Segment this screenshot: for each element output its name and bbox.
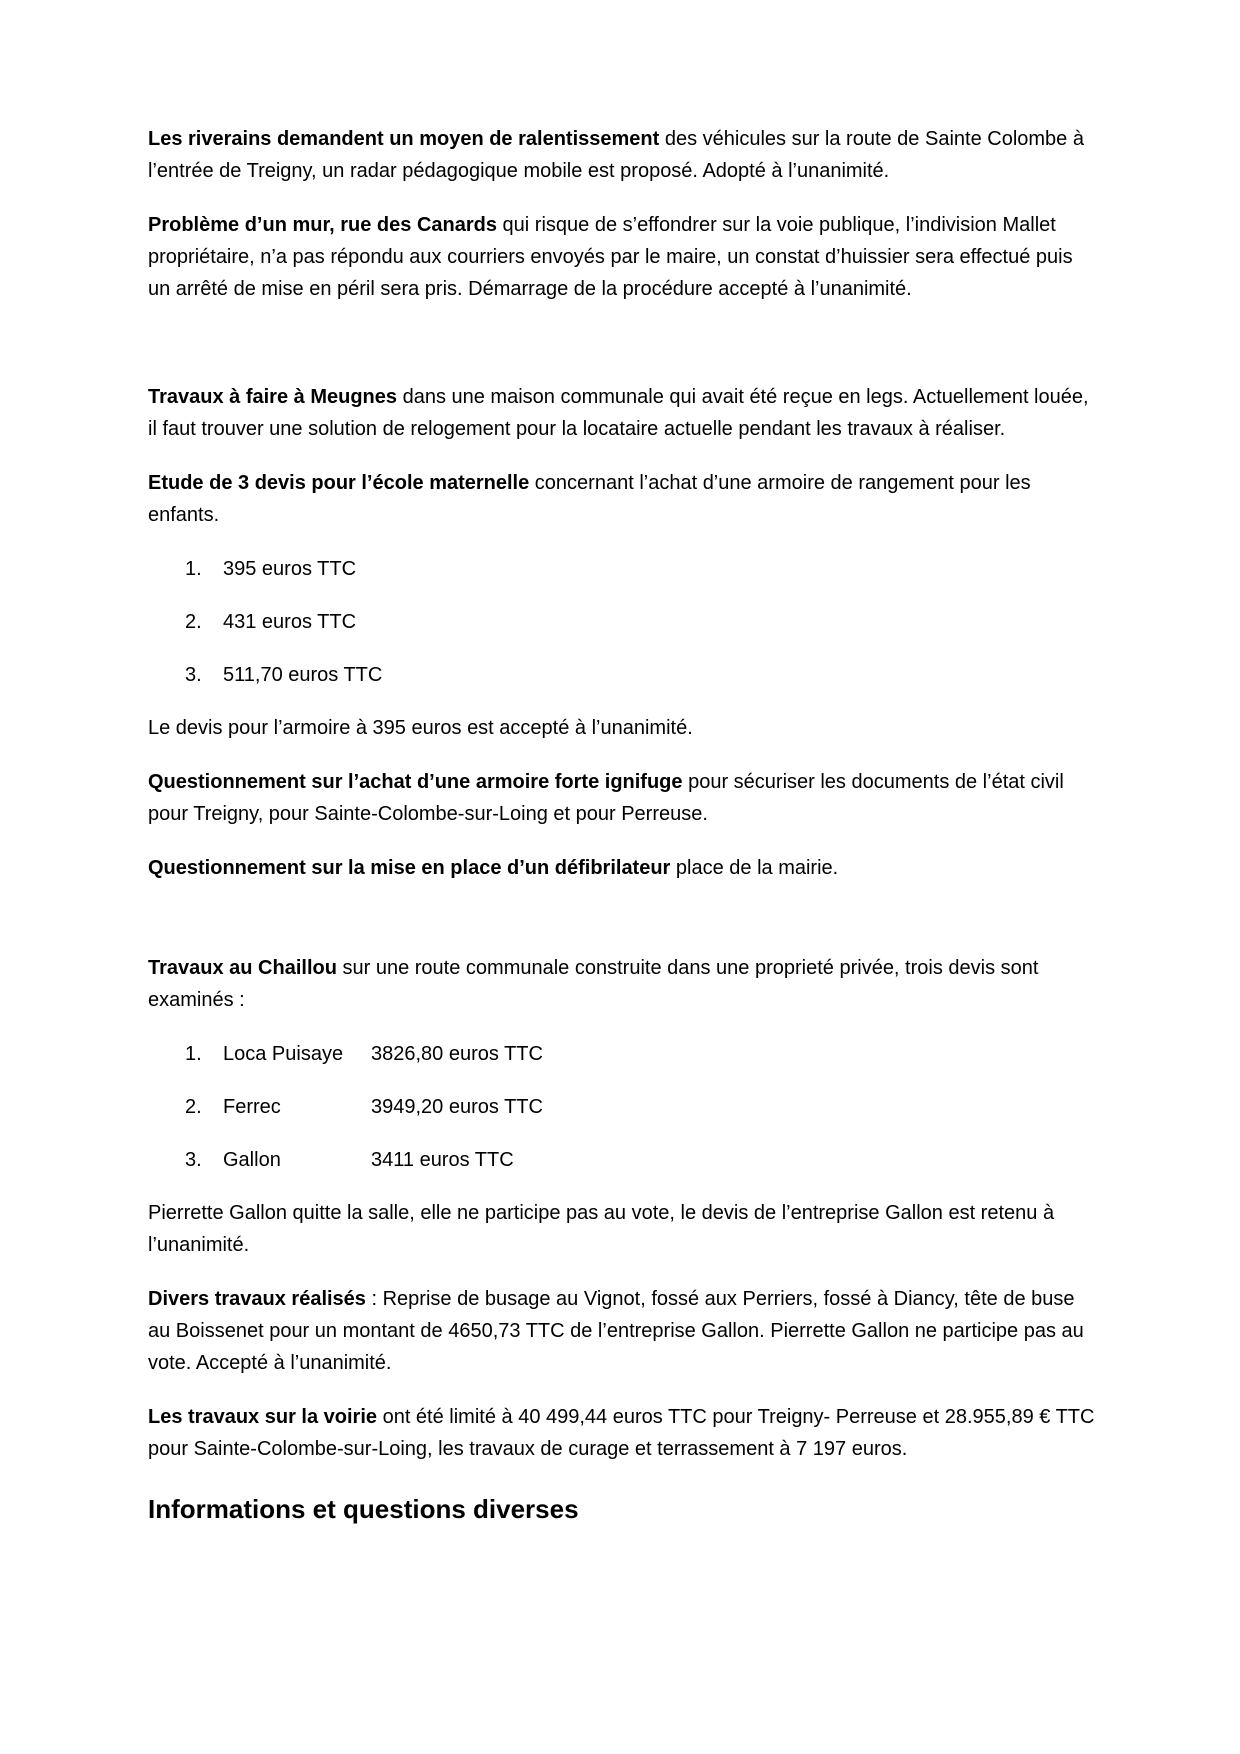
list-text: 395 euros TTC xyxy=(223,558,357,580)
paragraph-text: pour sécuriser les documents de l’état civil pour Treigny, pour Sainte-Colombe-sur-Loing et pour Perreuse. xyxy=(148,771,1064,825)
paragraph-text: : Reprise de busage au Vignot, fossé aux Perriers, fossé à Diancy, tête de buse au Boissenet pour un montant de 4650,73 TTC de l’entreprise Gallon. Pierrette Gallon ne participe pas au vote. Accepté à l’unanimité. xyxy=(148,1288,1084,1374)
paragraph-text: sur une route communale construite dans une proprieté privée, trois devis sont examinés : xyxy=(148,957,1039,1011)
paragraph-bold-lead: Divers travaux réalisés xyxy=(148,1288,366,1310)
list-company: Loca Puisaye xyxy=(223,1043,344,1065)
paragraph-text: dans une maison communale qui avait été reçue en legs. Actuellement louée, il faut trouver une solution de relogement pour la locataire actuelle pendant les travaux à réaliser. xyxy=(148,386,1089,440)
devis-list-ecole xyxy=(148,553,1098,691)
paragraph-bold-lead: Etude de 3 devis pour l’école maternelle xyxy=(148,472,530,494)
paragraph-travaux-meugnes xyxy=(148,381,1098,445)
list-number: 1. xyxy=(185,558,202,580)
list-text: 511,70 euros TTC xyxy=(223,664,383,686)
paragraph-armoire-forte xyxy=(148,766,1098,830)
paragraph-mur-canards xyxy=(148,209,1098,305)
paragraph-bold-lead: Questionnement sur l’achat d’une armoire forte ignifuge xyxy=(148,771,683,793)
paragraph-defibrilateur xyxy=(148,852,1098,884)
list-amount: 3949,20 euros TTC xyxy=(371,1096,543,1118)
list-number: 2. xyxy=(185,1096,202,1118)
list-text: 431 euros TTC xyxy=(223,611,357,633)
list-amount: 3826,80 euros TTC xyxy=(371,1043,543,1065)
spacer xyxy=(148,906,1098,952)
list-item xyxy=(148,1038,1098,1070)
list-item xyxy=(148,1091,1098,1123)
paragraph-bold-lead: Les riverains demandent un moyen de ralentissement xyxy=(148,128,660,150)
paragraph-text: des véhicules sur la route de Sainte Colombe à l’entrée de Treigny, un radar pédagogique mobile est proposé. Adopté à l’unanimité. xyxy=(148,128,1084,182)
list-company: Gallon xyxy=(223,1149,281,1171)
paragraph-text: qui risque de s’effondrer sur la voie publique, l’indivision Mallet propriétaire, n’a pas répondu aux courriers envoyés par le maire, un constat d’huissier sera effectué puis un arrêté de mise en péril sera pris. Démarrage de la procédure accepté à l’unanimité. xyxy=(148,214,1073,300)
document-page xyxy=(148,123,1098,1527)
list-number: 1. xyxy=(185,1043,202,1065)
paragraph-riverains xyxy=(148,123,1098,187)
list-number: 2. xyxy=(185,611,202,633)
paragraph-text: ont été limité à 40 499,44 euros TTC pour Treigny- Perreuse et 28.955,89 € TTC pour Sainte-Colombe-sur-Loing, les travaux de curage et terrassement à 7 197 euros. xyxy=(148,1406,1095,1460)
list-number: 3. xyxy=(185,1149,202,1171)
paragraph-travaux-voirie xyxy=(148,1401,1098,1465)
paragraph-gallon-vote xyxy=(148,1197,1098,1261)
list-number: 3. xyxy=(185,664,202,686)
spacer xyxy=(148,327,1098,381)
paragraph-text: Pierrette Gallon quitte la salle, elle ne participe pas au vote, le devis de l’entreprise Gallon est retenu à l’unanimité. xyxy=(148,1202,1055,1256)
paragraph-devis-accepte xyxy=(148,712,1098,744)
section-heading: Informations et questions diverses xyxy=(148,1494,579,1524)
list-item xyxy=(148,1144,1098,1176)
devis-list-chaillou xyxy=(148,1038,1098,1176)
paragraph-bold-lead: Travaux au Chaillou xyxy=(148,957,337,979)
paragraph-bold-lead: Travaux à faire à Meugnes xyxy=(148,386,398,408)
list-item xyxy=(148,553,1098,585)
paragraph-text: concernant l’achat d’une armoire de rangement pour les enfants. xyxy=(148,472,1031,526)
list-amount: 3411 euros TTC xyxy=(371,1149,514,1171)
list-item xyxy=(148,659,1098,691)
paragraph-text: Le devis pour l’armoire à 395 euros est accepté à l’unanimité. xyxy=(148,717,693,739)
paragraph-travaux-chaillou xyxy=(148,952,1098,1016)
paragraph-bold-lead: Les travaux sur la voirie xyxy=(148,1406,378,1428)
paragraph-bold-lead: Problème d’un mur, rue des Canards xyxy=(148,214,497,236)
paragraph-text: place de la mairie. xyxy=(670,857,839,879)
paragraph-bold-lead: Questionnement sur la mise en place d’un défibrilateur xyxy=(148,857,671,879)
list-company: Ferrec xyxy=(223,1096,281,1118)
paragraph-devis-ecole xyxy=(148,467,1098,531)
paragraph-divers-travaux xyxy=(148,1283,1098,1379)
list-item xyxy=(148,606,1098,638)
